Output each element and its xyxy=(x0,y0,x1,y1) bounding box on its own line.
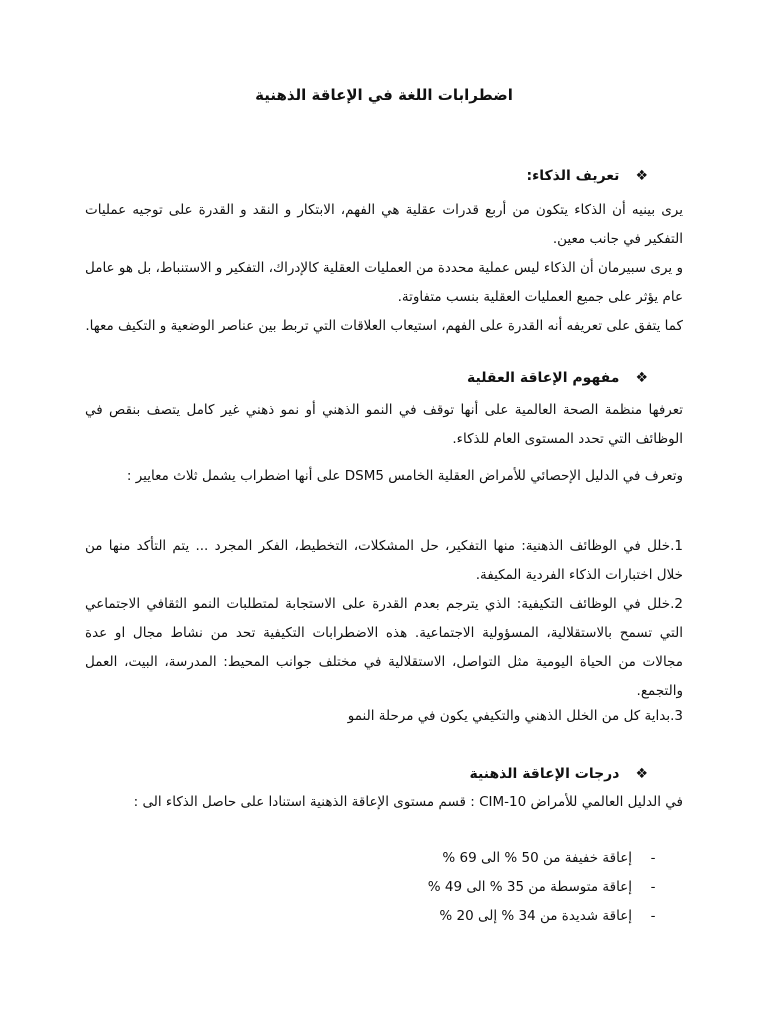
list-item-text: إعاقة متوسطة من 35 % الى 49 % xyxy=(427,879,632,895)
section-heading-disability-degrees xyxy=(470,766,648,782)
degrees-list xyxy=(60,844,658,931)
paragraph-spearman-definition: و يرى سبيرمان أن الذكاء ليس عملية محددة من العمليات العقلية كالإدراك، التفكير و الاستنباط، بل هو عامل عام يؤثر على جميع العمليات العقلية بنسب متفاوتة. xyxy=(84,260,683,305)
paragraph-dsm5-definition: وتعرف في الدليل الإحصائي للأمراض العقلية الخامس DSM5 على أنها اضطراب يشمل ثلاث معايير : xyxy=(126,468,683,484)
list-item-text: إعاقة خفيفة من 50 % الى 69 % xyxy=(442,850,632,866)
diamond-bullet-icon: ❖ xyxy=(635,370,648,386)
list-item xyxy=(60,844,658,873)
list-item-text: إعاقة شديدة من 34 % إلى 20 % xyxy=(439,908,632,924)
list-marker: - xyxy=(650,908,656,924)
paragraph-criterion-1: 1.خلل في الوظائف الذهنية: منها التفكير، حل المشكلات، التخطيط، الفكر المجرد ... يتم التأكد منها من خلال اختبارات الذكاء الفردية المكيفة. xyxy=(85,538,683,583)
paragraph-agreed-definition: كما يتفق على تعريفه أنه القدرة على الفهم، استيعاب العلاقات التي تربط بين عناصر الوضعية و التكيف معها. xyxy=(85,318,683,334)
list-item xyxy=(60,902,658,931)
section-heading-label: مفهوم الإعاقة العقلية xyxy=(467,370,620,386)
list-item xyxy=(60,873,658,902)
paragraph-criterion-3: 3.بداية كل من الخلل الذهني والتكيفي يكون في مرحلة النمو xyxy=(347,708,683,724)
paragraph-cim10-definition: في الدليل العالمي للأمراض CIM-10 : قسم مستوى الإعاقة الذهنية استنادا على حاصل الذكاء الى : xyxy=(133,794,683,810)
list-marker: - xyxy=(650,879,656,895)
paragraph-binet-definition: يرى بينيه أن الذكاء يتكون من أربع قدرات عقلية هي الفهم، الابتكار و النقد و القدرة على توجيه عمليات التفكير في جانب معين. xyxy=(85,202,683,247)
section-heading-intelligence-definition xyxy=(526,168,648,184)
list-marker: - xyxy=(650,850,656,866)
document-title: اضطرابات اللغة في الإعاقة الذهنية xyxy=(255,86,513,104)
diamond-bullet-icon: ❖ xyxy=(635,168,648,184)
paragraph-who-definition: تعرفها منظمة الصحة العالمية على أنها توقف في النمو الذهني أو نمو ذهني غير كامل يتصف بنقص في الوظائف التي تحدد المستوى العام للذكاء. xyxy=(85,402,683,447)
section-heading-mental-disability-concept xyxy=(467,370,648,386)
section-heading-label: تعريف الذكاء: xyxy=(526,168,620,184)
section-heading-label: درجات الإعاقة الذهنية xyxy=(469,766,620,782)
diamond-bullet-icon: ❖ xyxy=(635,766,648,782)
paragraph-criterion-2: 2.خلل في الوظائف التكيفية: الذي يترجم بعدم القدرة على الاستجابة لمتطلبات النمو الثقافي الاجتماعي التي تسمح بالاستقلالية، المسؤولية الاجتماعية. هذه الاضطرابات التكيفية تحد من نشاط مجال او عدة مجالات من الحياة اليومية مثل التواصل، الاستقلالية في مختلف جوانب المحيط: المدرسة، البيت، العمل والتجمع. xyxy=(85,596,683,699)
